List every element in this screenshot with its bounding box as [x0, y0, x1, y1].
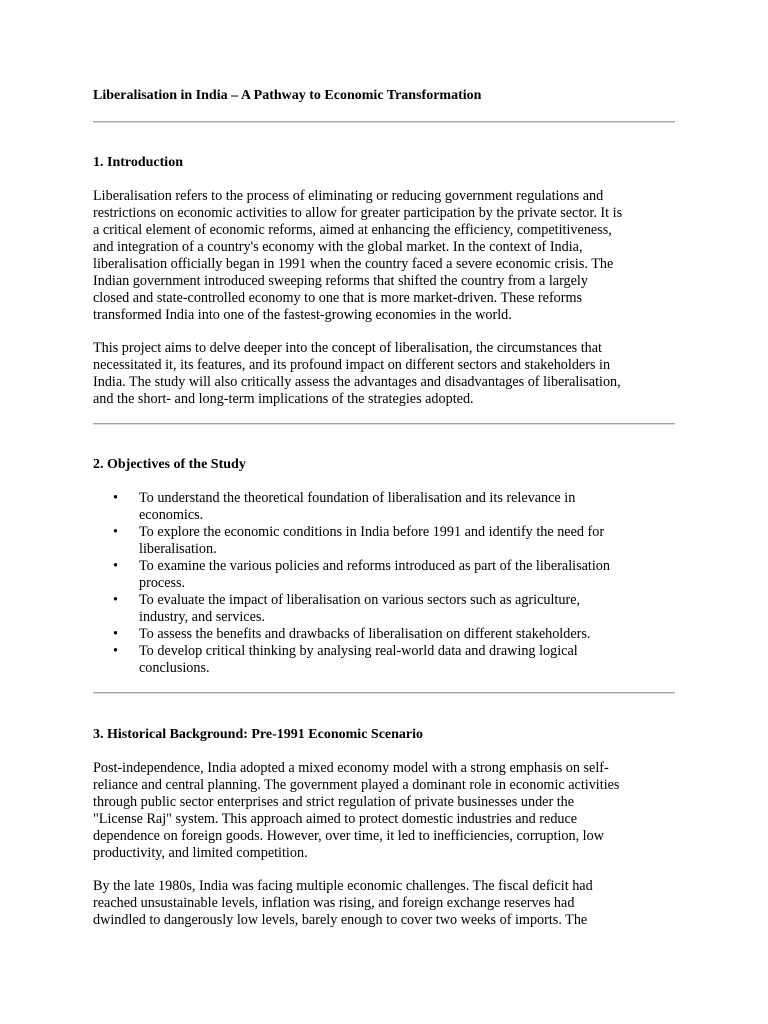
text-line: reliance and central planning. The government played a dominant role in economic activities [93, 777, 620, 793]
historical-paragraph-2 [93, 878, 678, 929]
text-line: restrictions on economic activities to allow for greater participation by the private sector. It is [93, 205, 623, 221]
text-line: This project aims to delve deeper into the concept of liberalisation, the circumstances that [93, 340, 602, 356]
bullet-icon: • [113, 592, 118, 608]
historical-paragraph-1 [93, 760, 678, 862]
text-line: To evaluate the impact of liberalisation on various sectors such as agriculture, [139, 592, 581, 608]
text-line: To explore the economic conditions in India before 1991 and identify the need for [139, 524, 605, 540]
text-line: industry, and services. [139, 609, 265, 625]
section-heading-introduction: 1. Introduction [93, 155, 183, 170]
horizontal-divider [93, 692, 675, 694]
objectives-list [113, 490, 683, 677]
list-item [113, 592, 683, 626]
bullet-icon: • [113, 558, 118, 574]
text-line: process. [139, 575, 186, 591]
introduction-paragraph-1 [93, 188, 678, 324]
text-line: reached unsustainable levels, inflation was rising, and foreign exchange reserves had [93, 895, 575, 911]
horizontal-divider [93, 121, 675, 123]
bullet-icon: • [113, 524, 118, 540]
text-line: and integration of a country's economy with the global market. In the context of India, [93, 239, 583, 255]
list-item [113, 490, 683, 524]
text-line: economics. [139, 507, 204, 523]
text-line: dependence on foreign goods. However, over time, it led to inefficiencies, corruption, low [93, 828, 604, 844]
list-item [113, 524, 683, 558]
text-line: and the short- and long-term implications of the strategies adopted. [93, 391, 474, 407]
text-line: closed and state-controlled economy to one that is more market-driven. These reforms [93, 290, 583, 306]
text-line: necessitated it, its features, and its profound impact on different sectors and stakeholders in [93, 357, 611, 373]
section-heading-objectives: 2. Objectives of the Study [93, 457, 246, 472]
text-line: "License Raj" system. This approach aimed to protect domestic industries and reduce [93, 811, 578, 827]
horizontal-divider [93, 423, 675, 425]
text-line: liberalisation officially began in 1991 when the country faced a severe economic crisis. The [93, 256, 614, 272]
text-line: India. The study will also critically assess the advantages and disadvantages of liberalisation, [93, 374, 621, 390]
text-line: To assess the benefits and drawbacks of liberalisation on different stakeholders. [139, 626, 591, 642]
document-title: Liberalisation in India – A Pathway to Economic Transformation [93, 88, 482, 103]
text-line: through public sector enterprises and strict regulation of private businesses under the [93, 794, 575, 810]
text-line: Liberalisation refers to the process of eliminating or reducing government regulations and [93, 188, 604, 204]
bullet-icon: • [113, 490, 118, 506]
text-line: conclusions. [139, 660, 210, 676]
text-line: transformed India into one of the fastest-growing economies in the world. [93, 307, 512, 323]
introduction-paragraph-2 [93, 340, 678, 408]
bullet-icon: • [113, 643, 118, 659]
text-line: Indian government introduced sweeping reforms that shifted the country from a largely [93, 273, 588, 289]
text-line: By the late 1980s, India was facing multiple economic challenges. The fiscal deficit had [93, 878, 593, 894]
text-line: Post-independence, India adopted a mixed economy model with a strong emphasis on self- [93, 760, 609, 776]
text-line: To examine the various policies and reforms introduced as part of the liberalisation [139, 558, 610, 574]
text-line: a critical element of economic reforms, aimed at enhancing the efficiency, competitiveness, [93, 222, 612, 238]
text-line: liberalisation. [139, 541, 217, 557]
list-item [113, 626, 683, 643]
text-line: To understand the theoretical foundation of liberalisation and its relevance in [139, 490, 576, 506]
text-line: To develop critical thinking by analysing real-world data and drawing logical [139, 643, 578, 659]
bullet-icon: • [113, 626, 118, 642]
list-item [113, 643, 683, 677]
list-item [113, 558, 683, 592]
section-heading-historical-background: 3. Historical Background: Pre-1991 Economic Scenario [93, 727, 424, 742]
text-line: productivity, and limited competition. [93, 845, 308, 861]
text-line: dwindled to dangerously low levels, barely enough to cover two weeks of imports. The [93, 912, 588, 928]
